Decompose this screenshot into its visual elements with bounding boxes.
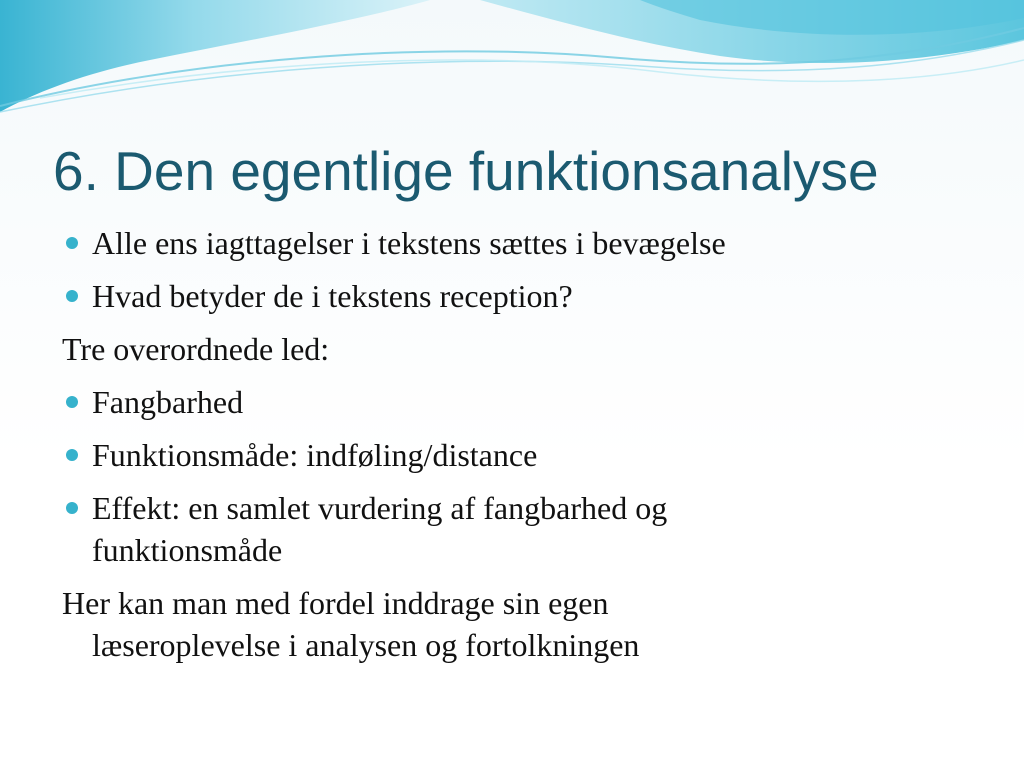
- list-item-text: Hvad betyder de i tekstens reception?: [92, 278, 573, 314]
- list-item-text: Alle ens iagttagelser i tekstens sættes i bevægelse: [92, 225, 726, 261]
- list-item: [62, 222, 982, 264]
- list-item: [62, 275, 982, 317]
- list-item: [62, 381, 982, 423]
- list-item: [62, 434, 982, 476]
- bullet-icon: [66, 237, 78, 249]
- slide-title: 6. Den egentlige funktionsanalyse: [53, 140, 879, 202]
- list-item-text: Fangbarhed: [92, 384, 244, 420]
- list-item: [62, 582, 982, 666]
- slide-content-list: [62, 222, 982, 677]
- bullet-icon: [66, 502, 78, 514]
- bullet-icon: [66, 290, 78, 302]
- bullet-icon: [66, 449, 78, 461]
- list-item-text: Her kan man med fordel inddrage sin egen læseroplevelse i analysen og fortolkningen: [62, 585, 640, 663]
- decorative-wave-header: [0, 0, 1024, 130]
- bullet-icon: [66, 396, 78, 408]
- list-item-text: Tre overordnede led:: [62, 331, 330, 367]
- list-item-text: Funktionsmåde: indføling/distance: [92, 437, 538, 473]
- list-item: [62, 328, 982, 370]
- list-item-text: Effekt: en samlet vurdering af fangbarhed og funktionsmåde: [92, 490, 668, 568]
- list-item: [62, 487, 982, 571]
